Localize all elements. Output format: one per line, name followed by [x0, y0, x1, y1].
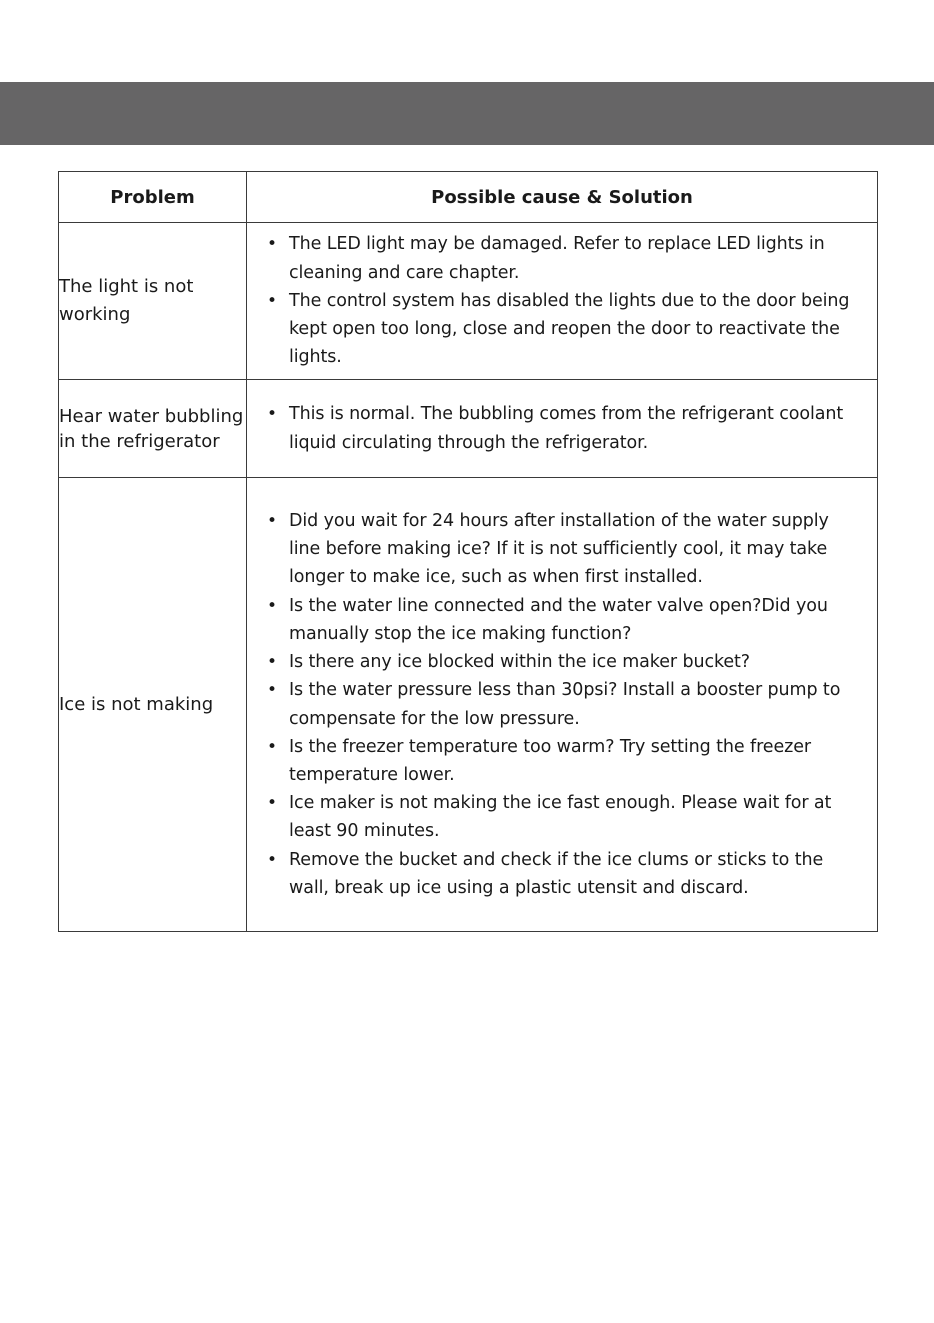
problem-cell	[59, 223, 247, 380]
table-row	[59, 380, 878, 478]
solution-cell	[247, 478, 878, 932]
solution-cell	[247, 223, 878, 380]
solution-item: • Is the water pressure less than 30psi? Install a booster pump to compensate for the low pressure.	[289, 676, 863, 732]
solution-column-header: Possible cause & Solution	[247, 172, 878, 223]
problem-cell	[59, 478, 247, 932]
table-row	[59, 223, 878, 380]
solution-item: • Is the freezer temperature too warm? Try setting the freezer temperature lower.	[289, 733, 863, 789]
solution-item: • Did you wait for 24 hours after installation of the water supply line before making ice? If it is not sufficiently cool, it may take longer to make ice, such as when first installed.	[289, 507, 863, 592]
solution-list	[247, 230, 877, 371]
problem-text: Ice is not making	[59, 693, 214, 715]
solution-item: • The LED light may be damaged. Refer to replace LED lights in cleaning and care chapter.	[289, 230, 863, 286]
problem-text: Hear water bubbling in the refrigerator	[59, 405, 244, 452]
solution-item: • Is there any ice blocked within the ice maker bucket?	[289, 648, 863, 676]
solution-item: • This is normal. The bubbling comes from the refrigerant coolant liquid circulating through the refrigerator.	[289, 400, 863, 456]
problem-cell	[59, 380, 247, 478]
table-row	[59, 478, 878, 932]
solution-item: • The control system has disabled the lights due to the door being kept open too long, close and reopen the door to reactivate the lights.	[289, 287, 863, 372]
problem-column-header: Problem	[59, 172, 247, 223]
solution-list	[247, 507, 877, 902]
solution-item: • Remove the bucket and check if the ice clums or sticks to the wall, break up ice using a plastic utensit and discard.	[289, 846, 863, 902]
problem-text: The light is not working	[59, 276, 194, 325]
section-header-bar	[0, 82, 934, 145]
solution-cell	[247, 380, 878, 478]
table-header-row	[59, 172, 878, 223]
solution-list	[247, 400, 877, 456]
solution-item: • Ice maker is not making the ice fast enough. Please wait for at least 90 minutes.	[289, 789, 863, 845]
troubleshooting-table	[58, 171, 878, 932]
solution-item: • Is the water line connected and the water valve open?Did you manually stop the ice making function?	[289, 592, 863, 648]
